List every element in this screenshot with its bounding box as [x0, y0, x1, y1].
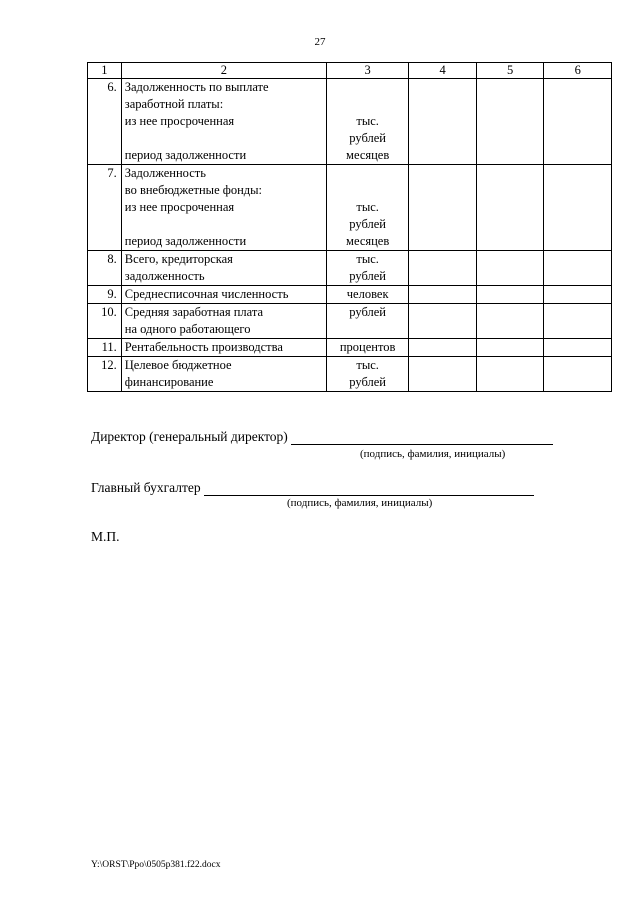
indicator-name-line: из нее просроченная [124, 114, 235, 128]
unit-line: тыс. [356, 358, 379, 372]
empty-value-cell[interactable] [476, 304, 544, 339]
unit-cell [326, 165, 409, 251]
empty-value-cell[interactable] [544, 286, 612, 304]
empty-value-cell[interactable] [544, 357, 612, 392]
empty-value-cell[interactable] [544, 339, 612, 357]
row-number: 9. [88, 286, 122, 304]
indicator-name [121, 165, 326, 251]
row-number: 10. [88, 304, 122, 339]
indicator-name-line: Задолженность по выплате [124, 80, 269, 94]
director-caption: (подпись, фамилия, инициалы) [360, 448, 506, 460]
table-row [88, 304, 612, 339]
unit-line: рублей [349, 131, 386, 145]
empty-value-cell[interactable] [409, 251, 477, 286]
table-header-row [88, 63, 612, 79]
table-row [88, 286, 612, 304]
row-number: 8. [88, 251, 122, 286]
unit-cell [326, 286, 409, 304]
unit-line: рублей [349, 305, 386, 319]
unit-line: человек [346, 287, 389, 301]
page-number: 27 [314, 36, 326, 48]
header-cell: 1 [88, 63, 122, 79]
indicator-name-line: из нее просроченная [124, 200, 235, 214]
indicator-name-line: Задолженность [124, 166, 206, 180]
file-path: Y:\ORST\Ppo\0505p381.f22.docx [91, 860, 221, 870]
unit-cell [326, 304, 409, 339]
empty-value-cell[interactable] [409, 357, 477, 392]
empty-value-cell[interactable] [409, 286, 477, 304]
empty-value-cell[interactable] [409, 304, 477, 339]
director-signature-line [91, 429, 553, 445]
accountant-caption: (подпись, фамилия, инициалы) [287, 497, 433, 509]
indicator-name-line: Среднесписочная численность [124, 287, 289, 301]
unit-cell [326, 357, 409, 392]
empty-value-cell[interactable] [409, 165, 477, 251]
table-row [88, 79, 612, 165]
empty-value-cell[interactable] [544, 79, 612, 165]
header-cell: 3 [326, 63, 409, 79]
indicator-name-line: Средняя заработная плата [124, 305, 264, 319]
empty-value-cell[interactable] [409, 339, 477, 357]
indicator-name-line: на одного работающего [124, 322, 251, 336]
indicator-name [121, 286, 326, 304]
unit-line: тыс. [356, 200, 379, 214]
indicator-name-line: во внебюджетные фонды: [124, 183, 263, 197]
accountant-signature-line [91, 480, 534, 496]
empty-value-cell[interactable] [409, 79, 477, 165]
indicator-name-line [125, 216, 323, 233]
header-cell: 2 [121, 63, 326, 79]
indicator-name [121, 251, 326, 286]
row-number: 11. [88, 339, 122, 357]
unit-line [330, 165, 406, 182]
unit-cell [326, 251, 409, 286]
unit-line: рублей [349, 217, 386, 231]
header-cell: 5 [476, 63, 544, 79]
indicator-name-line: финансирование [124, 375, 214, 389]
indicator-name [121, 357, 326, 392]
empty-value-cell[interactable] [476, 357, 544, 392]
accountant-signature-rule [204, 481, 534, 496]
empty-value-cell[interactable] [476, 286, 544, 304]
unit-cell [326, 339, 409, 357]
indicator-name-line: заработной платы: [124, 97, 224, 111]
empty-value-cell[interactable] [476, 251, 544, 286]
director-label: Директор (генеральный директор) [91, 429, 288, 444]
director-signature-rule [291, 430, 553, 445]
stamp-label: М.П. [91, 529, 120, 544]
indicator-name-line: Целевое бюджетное [124, 358, 232, 372]
table-row [88, 165, 612, 251]
table-row [88, 339, 612, 357]
header-cell: 6 [544, 63, 612, 79]
unit-line: месяцев [346, 234, 390, 248]
empty-value-cell[interactable] [544, 165, 612, 251]
indicator-name-line: Рентабельность производства [124, 340, 283, 354]
header-cell: 4 [409, 63, 477, 79]
unit-line [330, 96, 406, 113]
empty-value-cell[interactable] [476, 165, 544, 251]
unit-line: месяцев [346, 148, 390, 162]
unit-line: тыс. [356, 114, 379, 128]
unit-line: тыс. [356, 252, 379, 266]
indicator-name [121, 339, 326, 357]
indicator-name-line: Всего, кредиторская [124, 252, 233, 266]
indicator-name-line [125, 130, 323, 147]
indicator-name-line: задолженность [124, 269, 205, 283]
unit-line: рублей [349, 375, 386, 389]
unit-line [330, 182, 406, 199]
accountant-label: Главный бухгалтер [91, 480, 201, 495]
unit-line [330, 79, 406, 96]
indicator-name [121, 304, 326, 339]
table-row [88, 357, 612, 392]
unit-line: рублей [349, 269, 386, 283]
empty-value-cell[interactable] [544, 251, 612, 286]
row-number: 7. [88, 165, 122, 251]
row-number: 6. [88, 79, 122, 165]
empty-value-cell[interactable] [544, 304, 612, 339]
unit-line: процентов [339, 340, 396, 354]
indicator-name-line: период задолженности [124, 148, 247, 162]
indicator-name [121, 79, 326, 165]
unit-line [330, 321, 406, 338]
indicator-name-line: период задолженности [124, 234, 247, 248]
report-table [87, 62, 612, 392]
table-row [88, 251, 612, 286]
row-number: 12. [88, 357, 122, 392]
empty-value-cell[interactable] [476, 339, 544, 357]
empty-value-cell[interactable] [476, 79, 544, 165]
unit-cell [326, 79, 409, 165]
